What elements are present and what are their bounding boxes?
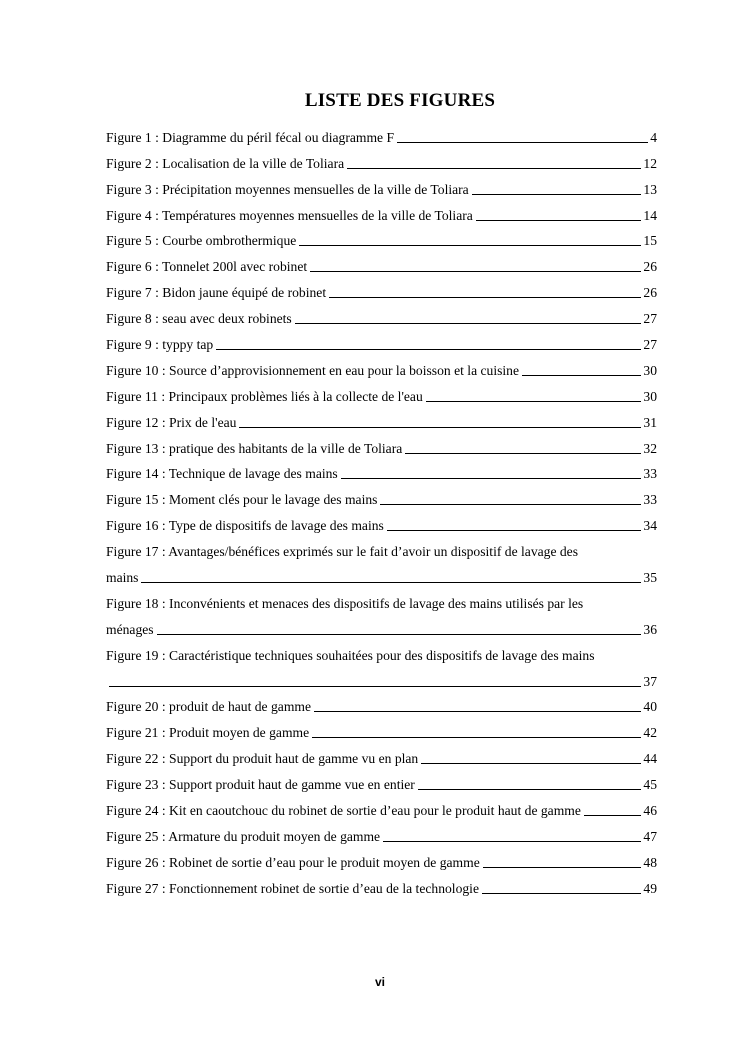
list-item[interactable] xyxy=(106,276,657,302)
leader-line xyxy=(522,375,641,376)
list-item-text: Figure 20 : produit de haut de gamme xyxy=(106,699,311,715)
list-item-page: 48 xyxy=(643,854,657,870)
list-item-page: 14 xyxy=(643,207,657,223)
list-item-text: ménages xyxy=(106,621,154,637)
leader-line xyxy=(483,867,642,868)
list-item[interactable] xyxy=(106,458,657,484)
leader-line xyxy=(341,478,642,479)
list-item-text: Figure 17 : Avantages/bénéfices exprimés sur le fait d’avoir un dispositif de lavage des xyxy=(106,544,578,560)
list-item[interactable] xyxy=(106,432,657,458)
list-item[interactable] xyxy=(106,147,657,173)
list-item-text: Figure 23 : Support produit haut de gamme vue en entier xyxy=(106,777,415,793)
list-item-text: Figure 22 : Support du produit haut de gamme vu en plan xyxy=(106,751,419,767)
list-item-text: Figure 9 : typpy tap xyxy=(106,337,214,353)
leader-line xyxy=(329,297,641,298)
leader-line xyxy=(387,530,642,531)
list-item-page: 26 xyxy=(643,259,657,275)
page-number: vi xyxy=(374,975,385,989)
list-item-line xyxy=(106,639,657,665)
list-item[interactable] xyxy=(106,483,657,509)
list-item[interactable] xyxy=(106,742,657,768)
list-item-text: mains xyxy=(106,570,139,586)
leader-line xyxy=(482,893,641,894)
leader-line xyxy=(472,194,642,195)
list-item-page: 40 xyxy=(643,699,657,715)
leader-line xyxy=(426,401,642,402)
leader-line xyxy=(295,323,642,324)
list-item[interactable] xyxy=(106,691,657,717)
leader-line xyxy=(383,841,641,842)
list-item-page: 30 xyxy=(643,388,657,404)
list-item-page: 35 xyxy=(643,570,657,586)
list-item[interactable] xyxy=(106,380,657,406)
leader-line xyxy=(418,789,642,790)
list-item-text: Figure 25 : Armature du produit moyen de gamme xyxy=(106,828,381,844)
list-item[interactable] xyxy=(106,794,657,820)
leader-line xyxy=(216,349,641,350)
list-item-text: Figure 21 : Produit moyen de gamme xyxy=(106,725,310,741)
list-item-page: 12 xyxy=(643,155,657,171)
leader-line xyxy=(141,582,641,583)
list-item[interactable] xyxy=(106,716,657,742)
list-item-page: 13 xyxy=(643,181,657,197)
leader-line xyxy=(380,504,641,505)
list-item[interactable] xyxy=(106,173,657,199)
list-item-text: Figure 5 : Courbe ombrothermique xyxy=(106,233,297,249)
list-item-text: Figure 24 : Kit en caoutchouc du robinet de sortie d’eau pour le produit haut de gamme xyxy=(106,803,581,819)
list-item-line xyxy=(106,535,657,561)
list-item[interactable] xyxy=(106,406,657,432)
list-item[interactable] xyxy=(106,199,657,225)
list-item[interactable] xyxy=(106,328,657,354)
list-item-text: Figure 2 : Localisation de la ville de Toliara xyxy=(106,155,345,171)
list-item[interactable] xyxy=(106,613,657,639)
leader-line xyxy=(584,815,642,816)
leader-line xyxy=(157,634,642,635)
list-item-text: Figure 18 : Inconvénients et menaces des dispositifs de lavage des mains utilisés par les xyxy=(106,595,584,611)
list-item-text: Figure 13 : pratique des habitants de la ville de Toliara xyxy=(106,440,403,456)
list-item-text: Figure 19 : Caractéristique techniques souhaitées pour des dispositifs de lavage des mains xyxy=(106,647,595,663)
leader-line xyxy=(314,711,641,712)
list-item-text: Figure 11 : Principaux problèmes liés à la collecte de l'eau xyxy=(106,388,423,404)
list-item[interactable] xyxy=(106,846,657,872)
list-item[interactable] xyxy=(106,354,657,380)
leader-line xyxy=(397,142,648,143)
list-item-page: 44 xyxy=(643,751,657,767)
list-item-page: 27 xyxy=(643,337,657,353)
list-item[interactable] xyxy=(106,665,657,691)
list-item-page: 27 xyxy=(643,311,657,327)
list-item-page: 33 xyxy=(643,466,657,482)
list-item-text: Figure 16 : Type de dispositifs de lavage des mains xyxy=(106,518,384,534)
list-item[interactable] xyxy=(106,820,657,846)
leader-line xyxy=(405,453,641,454)
leader-line xyxy=(347,168,641,169)
list-item-page: 34 xyxy=(643,518,657,534)
list-item-page: 4 xyxy=(650,129,657,145)
list-item-text: Figure 6 : Tonnelet 200l avec robinet xyxy=(106,259,308,275)
list-item-page: 45 xyxy=(643,777,657,793)
leader-line xyxy=(109,686,641,687)
list-item[interactable] xyxy=(106,509,657,535)
list-item-text: Figure 4 : Températures moyennes mensuelles de la ville de Toliara xyxy=(106,207,473,223)
page-title: LISTE DES FIGURES xyxy=(304,90,496,111)
list-item-line xyxy=(106,587,657,613)
leader-line xyxy=(421,763,641,764)
list-item-page: 49 xyxy=(643,880,657,896)
list-item-text: Figure 1 : Diagramme du péril fécal ou diagramme F xyxy=(106,129,395,145)
list-item-page: 42 xyxy=(643,725,657,741)
list-item-page: 33 xyxy=(643,492,657,508)
leader-line xyxy=(310,271,641,272)
list-item[interactable] xyxy=(106,121,657,147)
list-item-text: Figure 12 : Prix de l'eau xyxy=(106,414,237,430)
list-item-page: 30 xyxy=(643,362,657,378)
list-item-text: Figure 27 : Fonctionnement robinet de sortie d’eau de la technologie xyxy=(106,880,479,896)
leader-line xyxy=(312,737,641,738)
list-item-page: 37 xyxy=(643,673,657,689)
list-item-text: Figure 15 : Moment clés pour le lavage des mains xyxy=(106,492,378,508)
list-item-text: Figure 8 : seau avec deux robinets xyxy=(106,311,292,327)
leader-line xyxy=(299,245,641,246)
list-item[interactable] xyxy=(106,872,657,898)
list-item-page: 47 xyxy=(643,828,657,844)
leader-line xyxy=(476,220,642,221)
list-item-page: 36 xyxy=(643,621,657,637)
list-item-page: 26 xyxy=(643,285,657,301)
figure-list xyxy=(106,121,657,898)
list-item-text: Figure 3 : Précipitation moyennes mensuelles de la ville de Toliara xyxy=(106,181,469,197)
list-item-page: 31 xyxy=(643,414,657,430)
list-item-text: Figure 14 : Technique de lavage des mains xyxy=(106,466,338,482)
list-item[interactable] xyxy=(106,250,657,276)
list-item-page: 46 xyxy=(643,803,657,819)
list-item[interactable] xyxy=(106,302,657,328)
list-item-text: Figure 26 : Robinet de sortie d’eau pour le produit moyen de gamme xyxy=(106,854,480,870)
list-item-page: 15 xyxy=(643,233,657,249)
list-item[interactable] xyxy=(106,225,657,251)
list-item-text: Figure 7 : Bidon jaune équipé de robinet xyxy=(106,285,327,301)
list-item-page: 32 xyxy=(643,440,657,456)
leader-line xyxy=(239,427,641,428)
list-item[interactable] xyxy=(106,561,657,587)
list-item-text: Figure 10 : Source d’approvisionnement en eau pour la boisson et la cuisine xyxy=(106,362,520,378)
list-item[interactable] xyxy=(106,768,657,794)
